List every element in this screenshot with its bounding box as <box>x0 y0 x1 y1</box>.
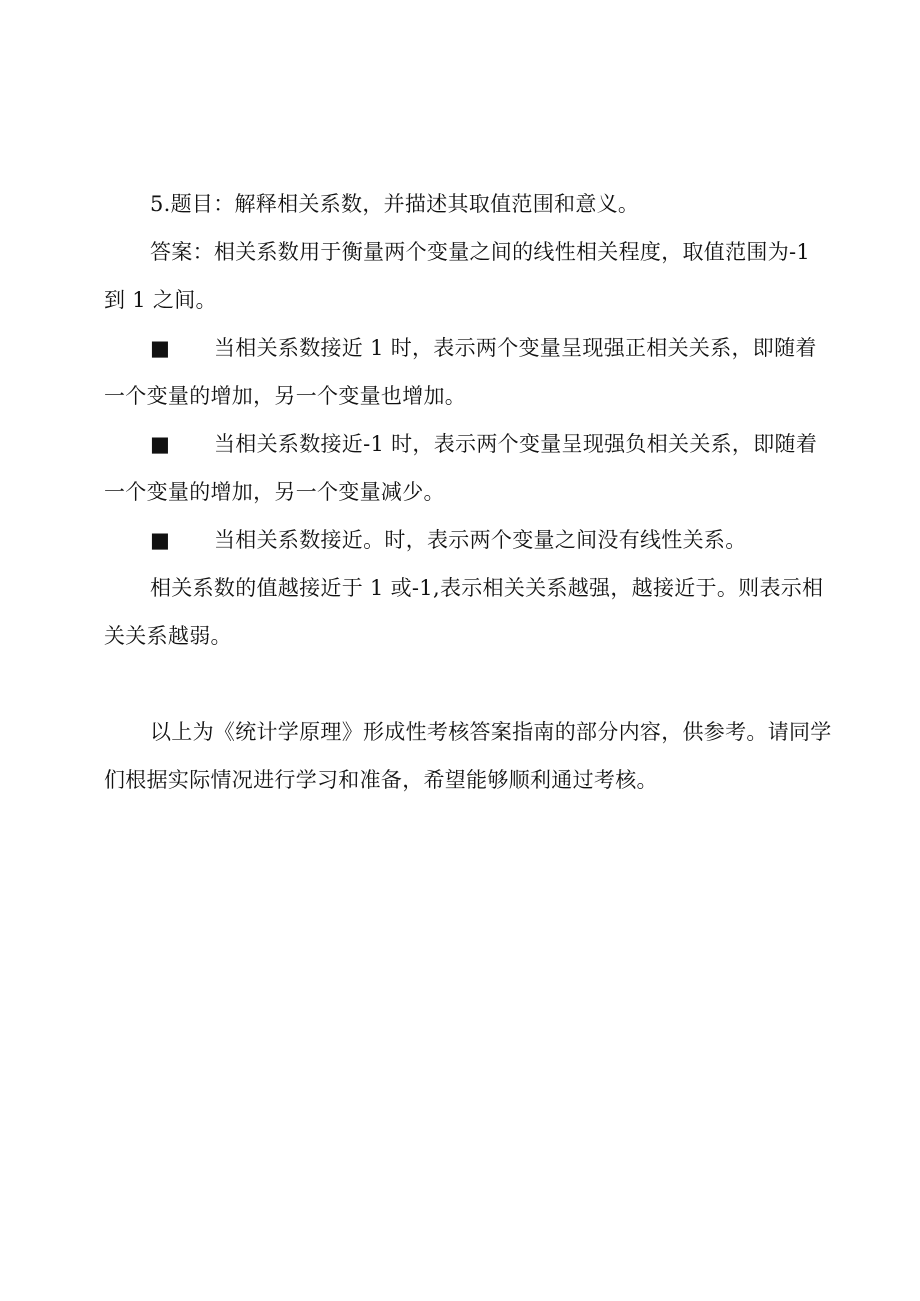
bullet-text: 当相关系数接近 1 时，表示两个变量呈现强正相关关系，即随着一个变量的增加，另一个变量也增加。 <box>104 336 817 408</box>
answer-intro: 答案：相关系数用于衡量两个变量之间的线性相关程度，取值范围为-1 到 1 之间。 <box>104 240 811 312</box>
bullet-text: 当相关系数接近。时，表示两个变量之间没有线性关系。 <box>214 528 747 552</box>
bullet-text: 当相关系数接近-1 时，表示两个变量呈现强负相关关系，即随着一个变量的增加，另一个变量减少。 <box>104 432 818 504</box>
closing-paragraph: 以上为《统计学原理》形成性考核答案指南的部分内容，供参考。请同学们根据实际情况进行学习和准备，希望能够顺利通过考核。 <box>104 720 832 792</box>
document-body <box>104 180 834 804</box>
bullet-item <box>104 420 834 516</box>
bullet-item <box>104 324 834 420</box>
question-title: 5.题目：解释相关系数，并描述其取值范围和意义。 <box>150 192 640 216</box>
bullet-item <box>104 516 834 564</box>
bullet-square-icon: ■ <box>150 528 171 552</box>
bullet-square-icon: ■ <box>150 336 171 360</box>
summary-paragraph: 相关系数的值越接近于 1 或-1,表示相关关系越强，越接近于。则表示相关关系越弱。 <box>104 576 824 648</box>
bullet-square-icon: ■ <box>150 432 171 456</box>
paragraph-spacer <box>104 660 834 708</box>
